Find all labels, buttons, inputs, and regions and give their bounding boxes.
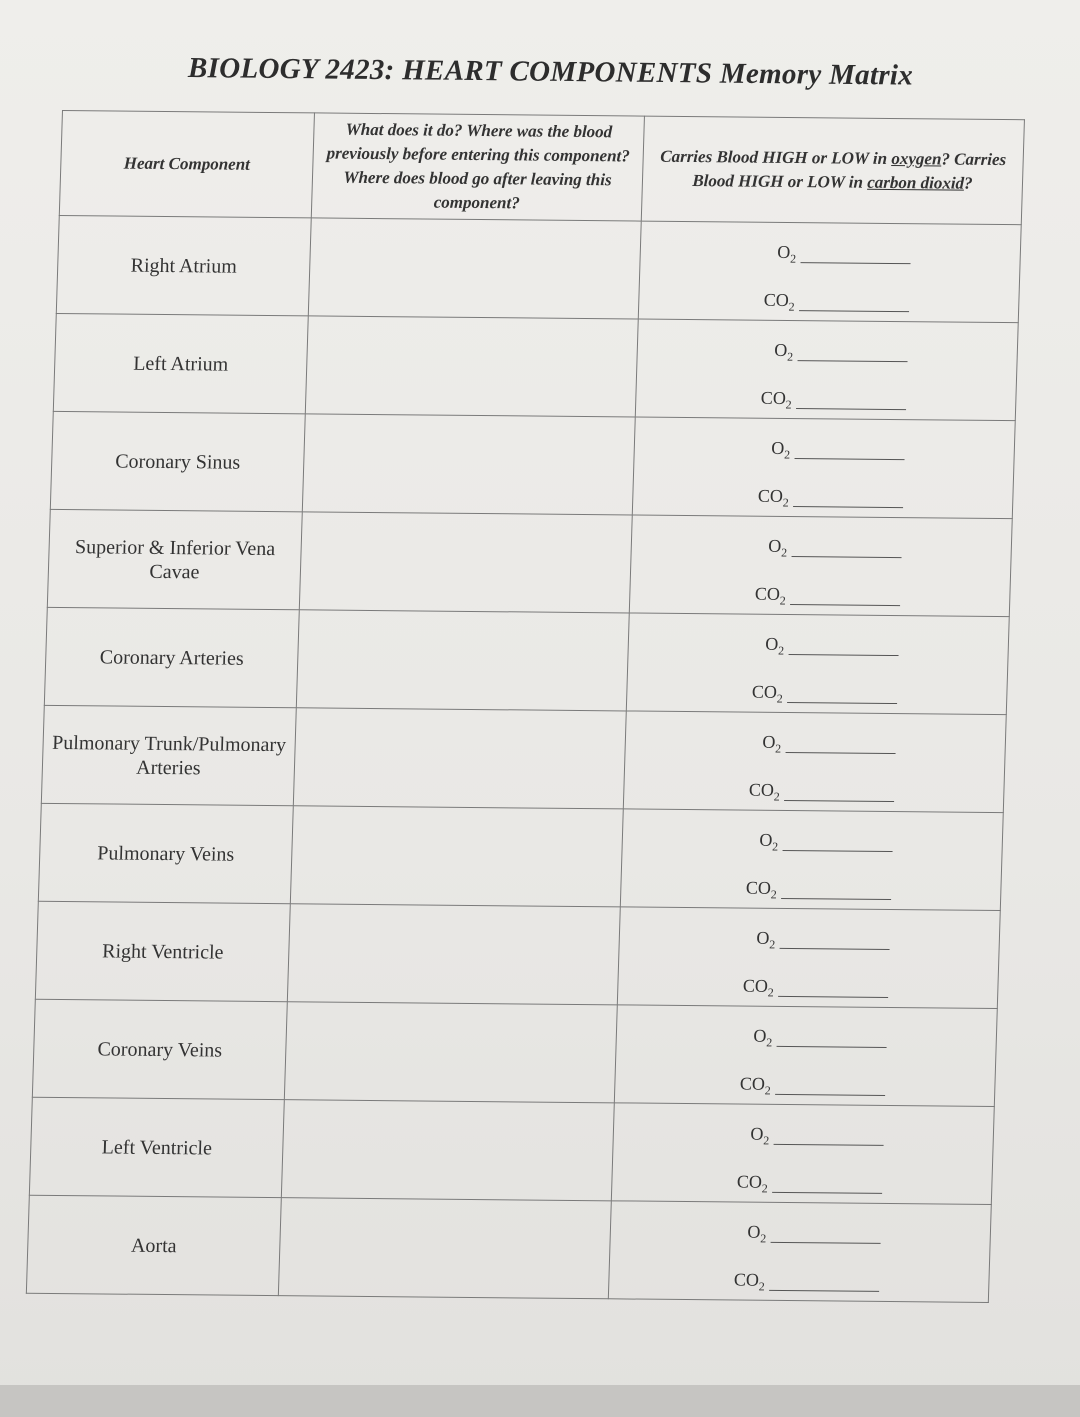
gas-level-cell bbox=[638, 221, 1021, 323]
table-row bbox=[29, 1097, 994, 1204]
co2-label bbox=[748, 290, 795, 319]
table-row bbox=[41, 705, 1006, 812]
co2-label bbox=[736, 682, 783, 711]
o2-label bbox=[741, 536, 788, 565]
table-row bbox=[53, 313, 1018, 420]
o2-line bbox=[628, 613, 1008, 665]
gas-level-cell bbox=[614, 1005, 997, 1107]
o2-answer-blank[interactable] bbox=[791, 555, 901, 558]
gas-level-cell bbox=[632, 417, 1015, 519]
o2-answer-blank[interactable] bbox=[776, 1045, 886, 1048]
co2-label bbox=[721, 1172, 768, 1201]
o2-label bbox=[723, 1124, 770, 1153]
table-row bbox=[50, 411, 1015, 518]
table-row bbox=[26, 1195, 991, 1302]
desk-surface bbox=[0, 1385, 1080, 1417]
o2-label-base: O bbox=[771, 438, 785, 459]
o2-line bbox=[610, 1201, 990, 1253]
co2-line bbox=[615, 1053, 995, 1105]
function-answer-cell[interactable] bbox=[302, 414, 635, 515]
o2-label-subscript: 2 bbox=[762, 1133, 770, 1148]
o2-answer-blank[interactable] bbox=[782, 849, 892, 852]
o2-label-subscript: 2 bbox=[786, 349, 794, 365]
table-row bbox=[44, 607, 1009, 714]
co2-label-subscript: 2 bbox=[788, 299, 795, 315]
gas-level-cell bbox=[608, 1201, 991, 1303]
co2-answer-blank[interactable] bbox=[793, 505, 903, 508]
header-blood-levels-part2: ? Carries Blood HIGH or LOW in bbox=[692, 149, 1007, 192]
co2-label-base: CO bbox=[739, 1073, 766, 1095]
header-row bbox=[59, 111, 1024, 225]
function-answer-cell[interactable] bbox=[296, 610, 629, 711]
co2-line bbox=[633, 466, 1013, 518]
header-heart-component: Heart Component bbox=[59, 111, 314, 218]
co2-label-subscript: 2 bbox=[767, 985, 774, 1000]
co2-answer-blank[interactable] bbox=[796, 407, 906, 410]
o2-answer-blank[interactable] bbox=[785, 751, 895, 754]
o2-answer-blank[interactable] bbox=[788, 653, 898, 656]
function-answer-cell[interactable] bbox=[281, 1100, 614, 1201]
co2-line bbox=[618, 955, 998, 1007]
gas-level-cell bbox=[635, 319, 1018, 421]
table-row bbox=[38, 803, 1003, 910]
o2-label-subscript: 2 bbox=[780, 545, 788, 560]
co2-label-subscript: 2 bbox=[782, 495, 789, 510]
co2-label-subscript: 2 bbox=[773, 789, 780, 804]
co2-label bbox=[739, 584, 786, 613]
o2-label-subscript: 2 bbox=[777, 643, 785, 658]
co2-line bbox=[639, 270, 1019, 322]
co2-answer-blank[interactable] bbox=[784, 799, 894, 802]
o2-label-base: O bbox=[768, 536, 782, 557]
o2-line bbox=[613, 1103, 993, 1155]
o2-line bbox=[640, 222, 1020, 274]
co2-label-base: CO bbox=[751, 682, 778, 703]
co2-label bbox=[730, 878, 777, 907]
o2-label-base: O bbox=[747, 1222, 761, 1243]
co2-label-subscript: 2 bbox=[761, 1181, 768, 1196]
co2-line bbox=[612, 1151, 992, 1203]
o2-line bbox=[622, 809, 1002, 861]
o2-label bbox=[738, 634, 785, 663]
co2-line bbox=[624, 759, 1004, 811]
o2-label bbox=[750, 242, 797, 271]
co2-answer-blank[interactable] bbox=[787, 701, 897, 704]
function-answer-cell[interactable] bbox=[308, 218, 641, 319]
table-row bbox=[56, 215, 1021, 322]
co2-label bbox=[727, 976, 774, 1005]
o2-line bbox=[631, 515, 1011, 567]
co2-label-subscript: 2 bbox=[776, 691, 783, 706]
heart-component-name: Coronary Sinus bbox=[50, 411, 305, 511]
co2-label-subscript: 2 bbox=[758, 1279, 765, 1294]
co2-label-base: CO bbox=[748, 780, 775, 801]
o2-answer-blank[interactable] bbox=[779, 947, 889, 950]
co2-answer-blank[interactable] bbox=[778, 995, 888, 998]
o2-label-base: O bbox=[750, 1124, 764, 1145]
co2-answer-blank[interactable] bbox=[775, 1093, 885, 1096]
function-answer-cell[interactable] bbox=[299, 512, 632, 613]
co2-line bbox=[630, 563, 1010, 615]
o2-line bbox=[634, 418, 1014, 470]
o2-label-subscript: 2 bbox=[774, 741, 782, 756]
header-blood-levels bbox=[641, 116, 1024, 225]
o2-line bbox=[625, 711, 1005, 763]
function-answer-cell[interactable] bbox=[284, 1002, 617, 1103]
co2-line bbox=[609, 1249, 989, 1301]
heart-component-name: Left Ventricle bbox=[29, 1097, 284, 1197]
header-function: What does it do? Where was the blood previously before entering this component? Where does blood go after leaving this component? bbox=[311, 113, 644, 221]
function-answer-cell[interactable] bbox=[278, 1198, 611, 1299]
co2-line bbox=[636, 368, 1016, 420]
gas-level-cell bbox=[620, 809, 1003, 911]
o2-label bbox=[732, 830, 779, 859]
co2-label-subscript: 2 bbox=[785, 397, 792, 413]
o2-label-subscript: 2 bbox=[789, 251, 797, 267]
o2-label-base: O bbox=[753, 1026, 767, 1047]
o2-label bbox=[726, 1026, 773, 1055]
heart-component-name: Left Atrium bbox=[53, 313, 308, 413]
heart-component-name: Right Ventricle bbox=[35, 901, 290, 1001]
heart-component-name: Superior & Inferior Vena Cavae bbox=[47, 509, 302, 609]
co2-label-base: CO bbox=[733, 1269, 760, 1291]
co2-label bbox=[745, 388, 792, 417]
o2-label-base: O bbox=[759, 830, 773, 851]
co2-label bbox=[718, 1270, 765, 1299]
o2-label-subscript: 2 bbox=[759, 1231, 767, 1246]
heart-component-name: Pulmonary Veins bbox=[38, 803, 293, 903]
function-answer-cell[interactable] bbox=[287, 904, 620, 1005]
o2-line bbox=[619, 907, 999, 959]
heart-component-name: Right Atrium bbox=[56, 215, 311, 315]
co2-answer-blank[interactable] bbox=[772, 1191, 882, 1194]
co2-label-base: CO bbox=[757, 486, 784, 507]
o2-label bbox=[720, 1222, 767, 1251]
o2-answer-blank[interactable] bbox=[797, 359, 907, 362]
o2-label-subscript: 2 bbox=[783, 447, 791, 463]
o2-label-subscript: 2 bbox=[765, 1035, 773, 1050]
co2-line bbox=[621, 857, 1001, 909]
o2-label-base: O bbox=[777, 242, 791, 263]
co2-label-base: CO bbox=[745, 878, 772, 899]
o2-label bbox=[735, 732, 782, 761]
o2-label-base: O bbox=[765, 634, 779, 655]
co2-label bbox=[724, 1074, 771, 1103]
memory-matrix-table bbox=[26, 110, 1025, 1303]
co2-line bbox=[627, 661, 1007, 713]
table-row bbox=[32, 999, 997, 1106]
o2-label bbox=[744, 438, 791, 467]
gas-level-cell bbox=[617, 907, 1000, 1009]
co2-answer-blank[interactable] bbox=[799, 309, 909, 312]
o2-label-subscript: 2 bbox=[768, 937, 776, 952]
o2-answer-blank[interactable] bbox=[770, 1241, 880, 1244]
header-blood-levels-part1: Carries Blood HIGH or LOW in bbox=[659, 146, 892, 168]
function-answer-cell[interactable] bbox=[293, 708, 626, 809]
o2-label-base: O bbox=[774, 340, 788, 361]
o2-label-base: O bbox=[756, 928, 770, 949]
heart-component-name: Aorta bbox=[26, 1195, 281, 1295]
o2-line bbox=[616, 1005, 996, 1057]
co2-label-base: CO bbox=[736, 1171, 763, 1193]
gas-level-cell bbox=[611, 1103, 994, 1205]
co2-label-base: CO bbox=[760, 388, 787, 409]
memory-matrix bbox=[26, 110, 1024, 1303]
header-co2-word: carbon dioxid bbox=[866, 172, 965, 193]
o2-label-base: O bbox=[762, 732, 776, 753]
heart-component-name: Coronary Veins bbox=[32, 999, 287, 1099]
o2-answer-blank[interactable] bbox=[800, 261, 910, 264]
co2-answer-blank[interactable] bbox=[790, 603, 900, 606]
table-row bbox=[35, 901, 1000, 1008]
heart-component-name: Pulmonary Trunk/Pulmonary Arteries bbox=[41, 705, 296, 805]
o2-label-subscript: 2 bbox=[771, 839, 779, 854]
worksheet-title: BIOLOGY 2423: HEART COMPONENTS Memory Matrix bbox=[187, 52, 914, 92]
o2-label bbox=[729, 928, 776, 957]
o2-answer-blank[interactable] bbox=[773, 1143, 883, 1146]
co2-label-subscript: 2 bbox=[779, 593, 786, 608]
co2-answer-blank[interactable] bbox=[781, 897, 891, 900]
gas-level-cell bbox=[626, 613, 1009, 715]
function-answer-cell[interactable] bbox=[305, 316, 638, 417]
gas-level-cell bbox=[629, 515, 1012, 617]
header-blood-levels-part3: ? bbox=[963, 173, 973, 193]
co2-answer-blank[interactable] bbox=[769, 1289, 879, 1292]
co2-label-subscript: 2 bbox=[764, 1083, 771, 1098]
co2-label bbox=[742, 486, 789, 515]
co2-label-base: CO bbox=[754, 584, 781, 605]
co2-label-base: CO bbox=[763, 290, 790, 311]
o2-label bbox=[747, 340, 794, 369]
header-oxygen-word: oxygen bbox=[891, 148, 942, 169]
function-answer-cell[interactable] bbox=[290, 806, 623, 907]
co2-label-subscript: 2 bbox=[770, 887, 777, 902]
o2-answer-blank[interactable] bbox=[794, 457, 904, 460]
co2-label-base: CO bbox=[742, 975, 769, 997]
gas-level-cell bbox=[623, 711, 1006, 813]
table-row bbox=[47, 509, 1012, 616]
o2-line bbox=[637, 320, 1017, 372]
heart-component-name: Coronary Arteries bbox=[44, 607, 299, 707]
co2-label bbox=[733, 780, 780, 809]
